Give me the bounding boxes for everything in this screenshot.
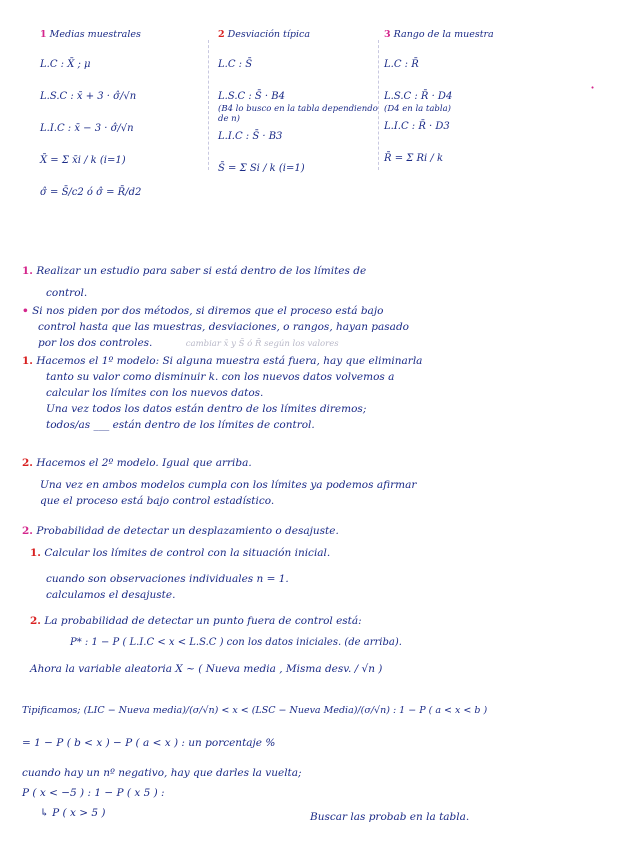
formula-lsc: L.S.C : x̄ + 3 · σ̂/√n [40, 91, 137, 102]
column-title: 1 Medias muestrales [40, 29, 141, 40]
formula-mean: R̄ = Σ Ri / k [384, 153, 444, 164]
formula-line: ↳ P ( x > 5 ) [40, 807, 106, 819]
text-line: control hasta que las muestras, desviaciones, o rangos, hayan pasado [38, 321, 409, 333]
formula-line: P* : 1 − P ( L.I.C < x < L.S.C ) con los datos iniciales. (de arriba). [70, 637, 402, 648]
column-divider [378, 40, 379, 170]
column-title: 3 Rango de la muestra [384, 29, 494, 40]
column-title: 2 Desviación típica [218, 29, 311, 40]
column-number: 2 [218, 29, 225, 40]
formula-line: = 1 − P ( b < x ) − P ( a < x ) : un porcentaje % [22, 737, 276, 749]
text-line: cuando hay un nº negativo, hay que darles la vuelta; [22, 767, 302, 779]
text-line: Una vez todos los datos están dentro de los límites diremos; [46, 403, 367, 415]
formula-line: Ahora la variable aleatoria X ~ ( Nueva media , Misma desv. / √n ) [30, 663, 383, 675]
formula-lc: L.C : S̄ [218, 59, 253, 70]
column-divider [208, 40, 209, 170]
ink-dot: · [590, 78, 596, 97]
text-line: todos/as ___ están dentro de los límites de control. [46, 419, 315, 431]
step-2-line: 2. Hacemos el 2º modelo. Igual que arriba. [22, 457, 252, 469]
formula-mean: S̄ = Σ Si / k (i=1) [218, 163, 305, 174]
formula-note: (D4 en la tabla) [384, 104, 451, 114]
column-rango [384, 28, 564, 166]
formula-lc: L.C : R̄ [384, 59, 419, 70]
formula-mean: X̄ = Σ x̄i / k (i=1) [40, 155, 126, 166]
section-2-heading: 2. Probabilidad de detectar un desplazamiento o desajuste. [22, 525, 339, 537]
text-line: cuando son observaciones individuales n = 1. [46, 573, 289, 585]
formula-sigma: σ̂ = S̄/c2 ó σ̂ = R̄/d2 [40, 187, 142, 198]
text-line: que el proceso está bajo control estadístico. [40, 495, 275, 507]
bullet-line: • Si nos piden por dos métodos, si diremos que el proceso está bajo [22, 305, 384, 317]
formula-line: Tipificamos; (LIC − Nueva media)/(σ/√n) < x < (LSC − Nueva Media)/(σ/√n) : 1 − P ( a < x < b ) [22, 705, 488, 716]
formula-note: (B4 lo busco en la tabla dependiendo de n) [218, 104, 378, 124]
column-number: 3 [384, 29, 391, 40]
step-2b-line: 2. La probabilidad de detectar un punto fuera de control está: [30, 615, 362, 627]
formula-lic: L.I.C : S̄ · B3 [218, 131, 283, 142]
text-line: Buscar las probab en la tabla. [310, 811, 470, 823]
text-line: calculamos el desajuste. [46, 589, 176, 601]
formula-lc: L.C : X̄ ; μ [40, 59, 91, 70]
formula-line: P ( x < −5 ) : 1 − P ( x 5 ) : [22, 787, 165, 799]
text-line: tanto su valor como disminuir k. con los nuevos datos volvemos a [46, 371, 395, 383]
text-line: calcular los límites con los nuevos datos. [46, 387, 264, 399]
text-line: Una vez en ambos modelos cumpla con los límites ya podemos afirmar [40, 479, 417, 491]
formula-lsc: L.S.C : S̄ · B4 [218, 91, 285, 102]
formula-lsc: L.S.C : R̄ · D4 [384, 91, 453, 102]
column-medias [40, 28, 220, 200]
section-1-heading: 1. Realizar un estudio para saber si está dentro de los límites de [22, 265, 367, 277]
text-line: control. [46, 287, 88, 299]
text-line: por los dos controles. cambiar x̄ y S̄ ó R̄ según los valores [38, 337, 339, 349]
step-2a-line: 1. Calcular los límites de control con la situación inicial. [30, 547, 331, 559]
column-desviacion [218, 28, 398, 176]
column-number: 1 [40, 29, 47, 40]
step-1-line: 1. Hacemos el 1º modelo: Si alguna muestra está fuera, hay que eliminarla [22, 355, 423, 367]
formula-lic: L.I.C : R̄ · D3 [384, 121, 450, 132]
formula-lic: L.I.C : x̄ − 3 · σ̂/√n [40, 123, 134, 134]
